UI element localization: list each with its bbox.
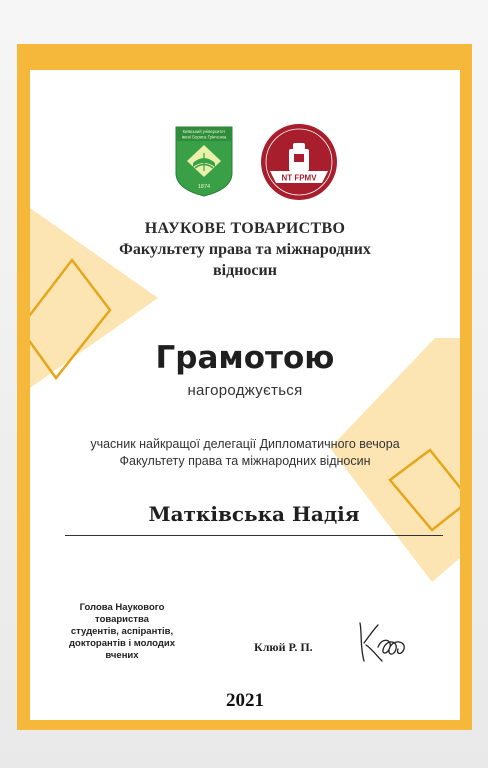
svg-text:Київський університет: Київський університет [182, 129, 226, 134]
svg-text:1874: 1874 [197, 184, 211, 190]
signatory-role-line: вчених [105, 650, 139, 661]
signatory-name: Клюй Р. П. [254, 640, 313, 654]
award-subtitle: нагороджується [187, 382, 303, 399]
society-seal-logo [260, 123, 338, 201]
recipient-name: Матківська Надія [148, 502, 360, 526]
svg-text:NT FPMV: NT FPMV [281, 173, 317, 183]
signatory-role-line: Голова Наукового [79, 602, 165, 613]
organization-line-3: відносин [213, 262, 277, 279]
organization-line-2: Факультету права та міжнародних [119, 241, 371, 258]
signatory-role-line: докторантів і молодих [68, 638, 175, 649]
signatory-role [57, 602, 187, 662]
signatory-role-line: товариства [95, 614, 149, 625]
organization-line-1: НАУКОВЕ ТОВАРИСТВО [144, 220, 346, 237]
certificate-year: 2021 [226, 690, 264, 711]
organization-heading [90, 218, 400, 281]
description-line-2: Факультету права та міжнародних відносин [119, 454, 371, 468]
award-title: Грамотою [155, 340, 335, 376]
signatory-role-line: студентів, аспірантів, [70, 626, 174, 637]
svg-text:імені Бориса Грінченка: імені Бориса Грінченка [181, 134, 227, 140]
handwritten-signature [352, 617, 414, 667]
university-logo [173, 123, 235, 198]
description-line-1: учасник найкращої делегації Дипломатичного вечора [90, 437, 400, 451]
award-description [50, 436, 440, 470]
certificate-card [30, 70, 460, 720]
recipient-underline [65, 535, 443, 536]
